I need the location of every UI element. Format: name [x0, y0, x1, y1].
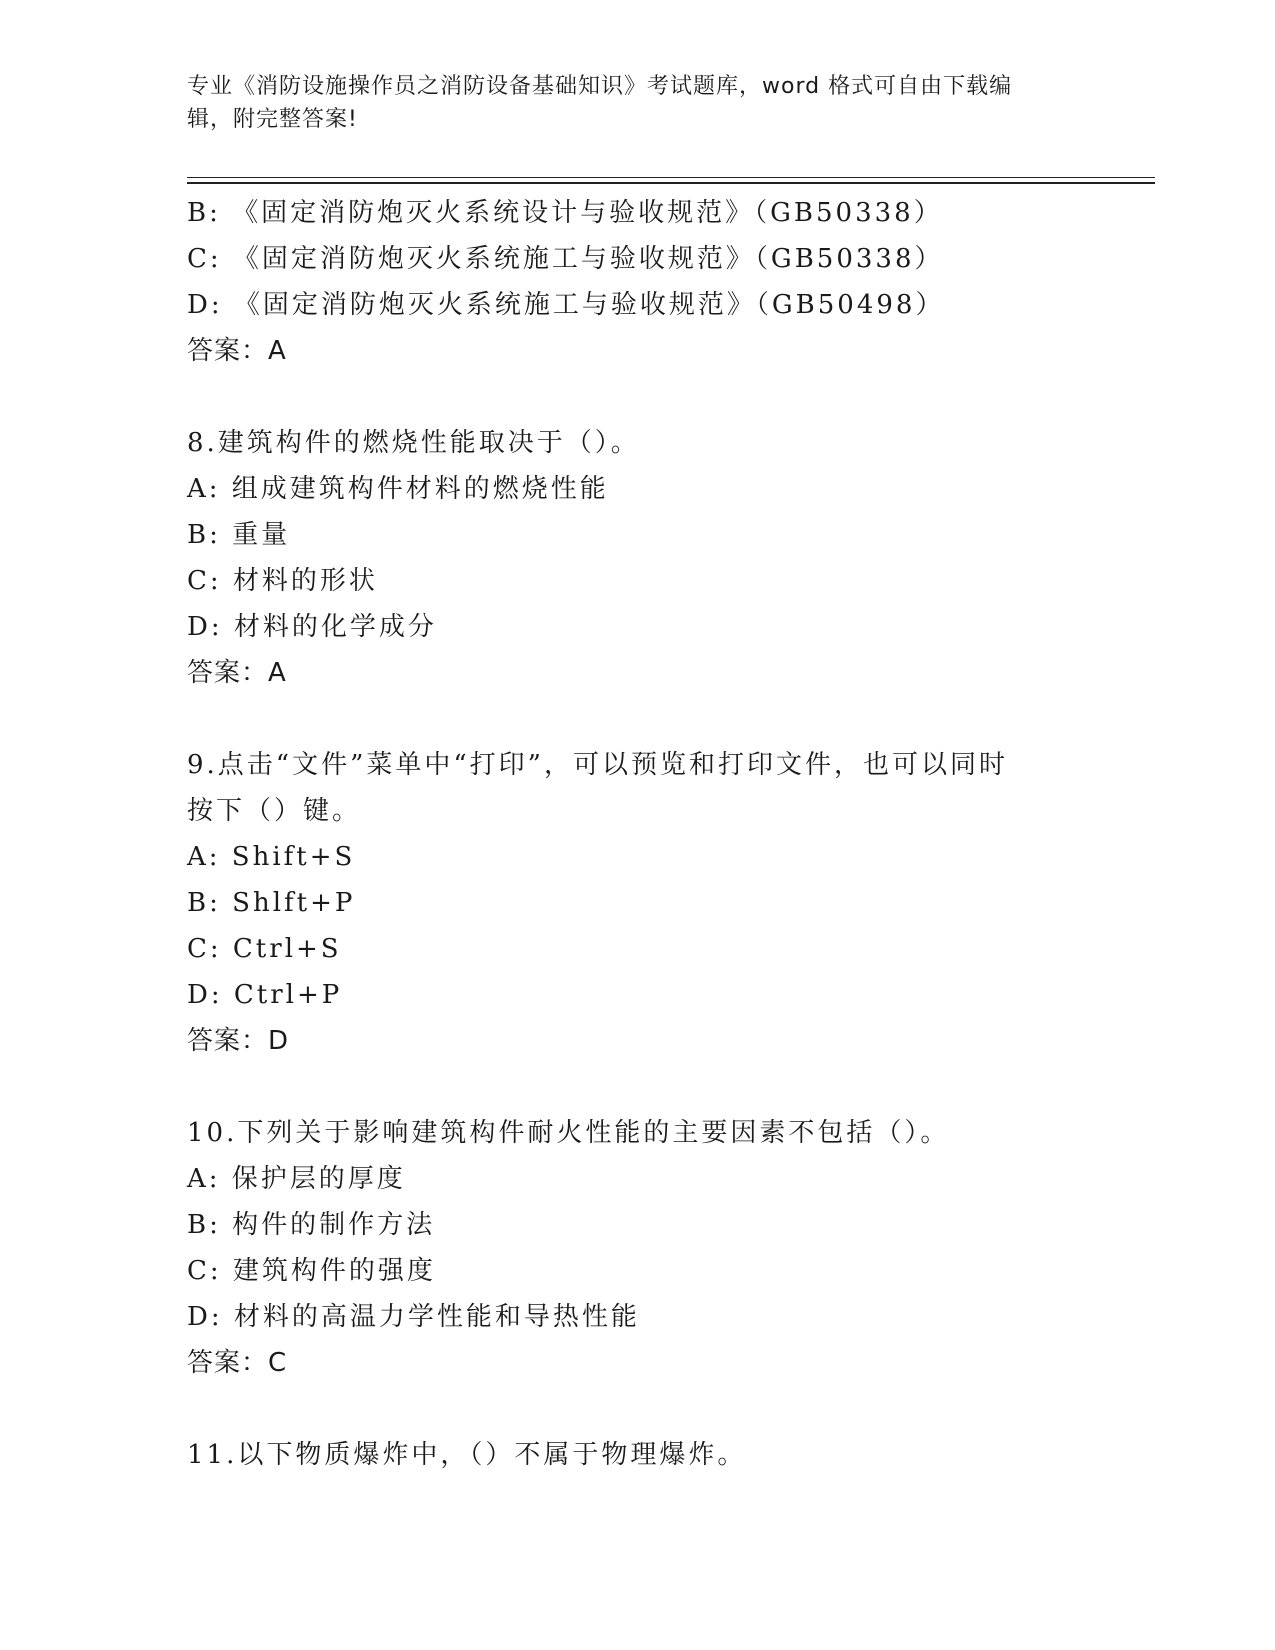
header-line-2: 辑，附完整答案!: [187, 107, 358, 132]
question-block-10: [187, 1110, 1087, 1386]
question-stem-cont: 按下（）键。: [187, 796, 362, 826]
option-d: D: 材料的高温力学性能和导热性能: [187, 1302, 640, 1332]
header-divider-thick: [187, 182, 1155, 184]
question-block-9: [187, 742, 1087, 1064]
option-d: D: 《固定消防炮灭火系统施工与验收规范》（GB50498）: [187, 290, 945, 320]
answer-line: 答案：D: [187, 1026, 290, 1056]
answer-line: 答案：A: [187, 658, 287, 688]
option-b: B: 构件的制作方法: [187, 1210, 436, 1240]
option-d: D: 材料的化学成分: [187, 612, 437, 642]
question-stem: 9.点击“文件”菜单中“打印”，可以预览和打印文件，也可以同时: [187, 750, 1008, 780]
question-block-8: [187, 420, 1087, 696]
option-c: C: 材料的形状: [187, 566, 378, 596]
option-b: B: 重量: [187, 520, 291, 550]
option-b: B: Shlft+P: [187, 888, 356, 918]
question-stem: 8.建筑构件的燃烧性能取决于（）。: [187, 428, 640, 458]
option-c: C: Ctrl+S: [187, 934, 342, 964]
option-c: C: 建筑构件的强度: [187, 1256, 436, 1286]
option-d: D: Ctrl+P: [187, 980, 343, 1010]
option-a: A: 组成建筑构件材料的燃烧性能: [187, 474, 609, 504]
question-list: [187, 190, 1087, 1478]
answer-line: 答案：A: [187, 336, 287, 366]
option-a: A: Shift+S: [187, 842, 356, 872]
option-b: B: 《固定消防炮灭火系统设计与验收规范》（GB50338）: [187, 198, 943, 228]
question-stem: 11.以下物质爆炸中，（）不属于物理爆炸。: [187, 1440, 747, 1470]
answer-line: 答案：C: [187, 1348, 288, 1378]
question-block-11: [187, 1432, 1087, 1478]
option-c: C: 《固定消防炮灭火系统施工与验收规范》（GB50338）: [187, 244, 944, 274]
header-line-1: 专业《消防设施操作员之消防设备基础知识》考试题库，word 格式可自由下载编: [187, 74, 1013, 99]
option-a: A: 保护层的厚度: [187, 1164, 406, 1194]
question-stem: 10.下列关于影响建筑构件耐火性能的主要因素不包括（）。: [187, 1118, 950, 1148]
header-divider-thin: [187, 177, 1155, 178]
question-block-partial: [187, 190, 1087, 374]
document-header: [187, 70, 1067, 136]
